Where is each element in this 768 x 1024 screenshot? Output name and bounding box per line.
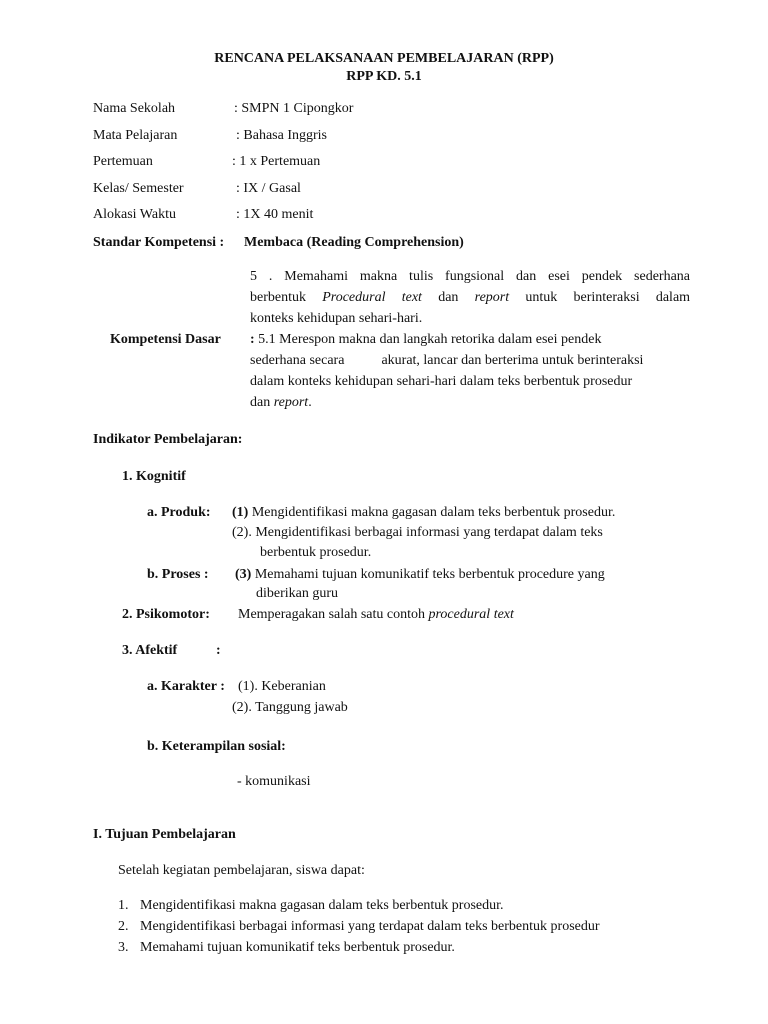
- psikomotor-plain: Memperagakan salah satu contoh: [238, 607, 425, 622]
- psikomotor-italic: procedural text: [428, 607, 514, 622]
- identity-value: : Bahasa Inggris: [236, 128, 327, 143]
- kd-text: akurat, lancar dan berterima untuk berinteraksi: [381, 353, 644, 368]
- list-item-number: 3.: [118, 940, 129, 955]
- tujuan-intro: Setelah kegiatan pembelajaran, siswa dapat:: [118, 863, 365, 878]
- kd-line-3: dalam konteks kehidupan sehari-hari dalam teks berbentuk prosedur: [250, 374, 633, 389]
- produk-text: Mengidentifikasi makna gagasan dalam teks berbentuk prosedur.: [251, 505, 616, 520]
- list-item: Mengidentifikasi berbagai informasi yang terdapat dalam teks berbentuk prosedur: [140, 919, 600, 934]
- proses-num: (3): [235, 567, 252, 582]
- list-item-number: 1.: [118, 898, 129, 913]
- sk-italic-procedural: Procedural text: [322, 290, 422, 305]
- identity-value: : IX / Gasal: [236, 181, 301, 196]
- produk-label: a. Produk:: [147, 505, 211, 520]
- sosial-item: - komunikasi: [237, 774, 311, 789]
- document-title: RENCANA PELAKSANAAN PEMBELAJARAN (RPP): [214, 51, 554, 66]
- identity-value: : SMPN 1 Cipongkor: [234, 101, 354, 116]
- identity-label: Nama Sekolah: [93, 101, 176, 116]
- afektif-colon: :: [216, 643, 221, 658]
- document-subtitle: RPP KD. 5.1: [346, 69, 422, 84]
- kompetensi-dasar-label: Kompetensi Dasar: [110, 332, 221, 347]
- psikomotor-text: [238, 606, 514, 624]
- proses-item-cont: diberikan guru: [256, 586, 339, 601]
- proses-item: [235, 566, 605, 584]
- sk-text: dan: [438, 290, 459, 305]
- produk-num: (1): [232, 505, 249, 520]
- produk-item-2-cont: berbentuk prosedur.: [260, 545, 372, 560]
- sk-line-2: [250, 289, 690, 307]
- tujuan-heading: I. Tujuan Pembelajaran: [93, 827, 236, 842]
- kd-line-2: [250, 352, 643, 370]
- proses-label: b. Proses :: [147, 567, 209, 582]
- identity-value: : 1X 40 menit: [236, 207, 314, 222]
- standar-kompetensi-label: Standar Kompetensi :: [93, 235, 225, 250]
- kd-colon: :: [250, 332, 255, 347]
- identity-label: Pertemuan: [93, 154, 153, 169]
- kd-line-1: [250, 331, 601, 349]
- identity-value: : 1 x Pertemuan: [232, 154, 321, 169]
- sosial-label: b. Keterampilan sosial:: [147, 739, 286, 754]
- sk-text: berbentuk: [250, 290, 306, 305]
- indikator-heading: Indikator Pembelajaran:: [93, 432, 243, 447]
- kd-line-4: [250, 394, 312, 412]
- kognitif-heading: 1. Kognitif: [122, 469, 186, 484]
- produk-item-2: (2). Mengidentifikasi berbagai informasi yang terdapat dalam teks: [232, 525, 603, 540]
- list-item: Memahami tujuan komunikatif teks berbentuk prosedur.: [140, 940, 455, 955]
- standar-kompetensi-value: Membaca (Reading Comprehension): [244, 235, 464, 250]
- kd-italic-report: report: [273, 395, 309, 410]
- kd-text: .: [308, 395, 312, 410]
- karakter-item: (2). Tanggung jawab: [232, 700, 348, 715]
- identity-label: Alokasi Waktu: [93, 207, 176, 222]
- kd-text: sederhana secara: [250, 353, 345, 368]
- sk-text: untuk berinteraksi dalam: [525, 290, 691, 305]
- proses-text: Memahami tujuan komunikatif teks berbentuk procedure yang: [254, 567, 605, 582]
- kd-text: 5.1 Merespon makna dan langkah retorika dalam esei pendek: [258, 332, 602, 347]
- identity-label: Mata Pelajaran: [93, 128, 178, 143]
- sk-line-3: konteks kehidupan sehari-hari.: [250, 311, 423, 326]
- karakter-item: (1). Keberanian: [238, 679, 326, 694]
- psikomotor-label: 2. Psikomotor:: [122, 607, 210, 622]
- produk-item-1: [232, 504, 615, 522]
- karakter-label: a. Karakter :: [147, 679, 225, 694]
- kd-text: dan: [250, 395, 271, 410]
- list-item: Mengidentifikasi makna gagasan dalam teks berbentuk prosedur.: [140, 898, 504, 913]
- sk-italic-report: report: [474, 290, 510, 305]
- identity-label: Kelas/ Semester: [93, 181, 184, 196]
- list-item-number: 2.: [118, 919, 129, 934]
- afektif-label: 3. Afektif: [122, 643, 178, 658]
- sk-line-1: 5 . Memahami makna tulis fungsional dan esei pendek sederhana: [250, 269, 690, 284]
